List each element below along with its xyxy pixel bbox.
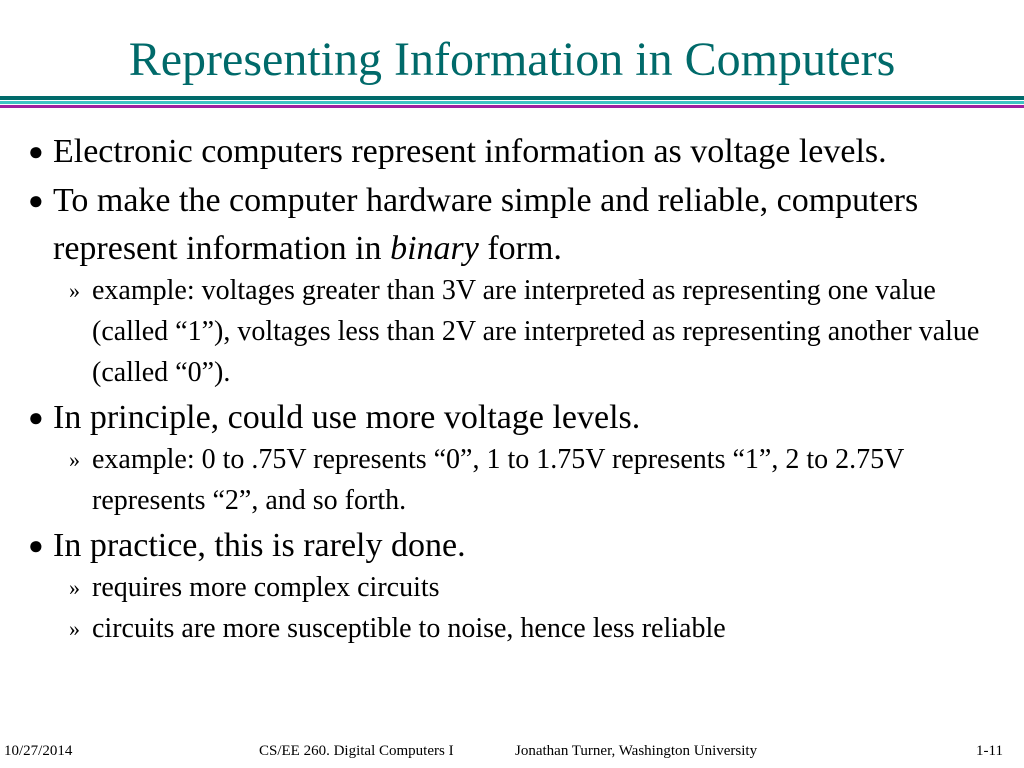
title-rule-teal <box>0 96 1024 100</box>
bullet-1 <box>28 128 1003 176</box>
sub-bullet-4-1 <box>69 567 1002 608</box>
footer-page-number: 1-11 <box>976 743 1003 759</box>
sub-bullet-4-2-text: circuits are more susceptible to noise, hence less reliable <box>92 613 726 644</box>
title-rule-cyan <box>0 101 1024 104</box>
bullet-3 <box>28 394 1003 442</box>
sub-bullet-chevron-icon: » <box>69 447 80 472</box>
sub-bullet-chevron-icon: » <box>69 616 80 641</box>
footer-course: CS/EE 260. Digital Computers I <box>259 743 454 759</box>
bullet-4-text: In practice, this is rarely done. <box>53 527 466 564</box>
sub-bullet-4-1-text: requires more complex circuits <box>92 572 440 603</box>
bullet-dot-icon: ● <box>28 186 44 215</box>
bullet-2 <box>28 177 1003 273</box>
sub-bullet-3-1-text: example: 0 to .75V represents “0”, 1 to 1.75V represents “1”, 2 to 2.75V represents “2”, and so forth. <box>92 444 904 516</box>
slide-title: Representing Information in Computers <box>128 33 896 86</box>
slide-body <box>0 128 1024 649</box>
sub-bullet-3-1 <box>69 439 1002 521</box>
bullet-1-text: Electronic computers represent information as voltage levels. <box>53 133 887 170</box>
bullet-dot-icon: ● <box>28 531 44 560</box>
footer-author: Jonathan Turner, Washington University <box>515 743 758 759</box>
sub-bullet-chevron-icon: » <box>69 575 80 600</box>
bullet-dot-icon: ● <box>28 137 44 166</box>
bullet-3-text: In principle, could use more voltage levels. <box>53 399 641 436</box>
bullet-dot-icon: ● <box>28 403 44 432</box>
sub-bullet-4-2 <box>69 608 1002 649</box>
bullet-2-emphasis: binary <box>390 230 479 267</box>
sub-bullet-2-1 <box>69 270 1002 393</box>
bullet-2-text-after: form. <box>478 230 562 267</box>
bullet-2-text-before: To make the computer hardware simple and reliable, computers represent information in <box>53 182 919 267</box>
sub-bullet-chevron-icon: » <box>69 278 80 303</box>
bullet-4 <box>28 522 1003 570</box>
sub-bullet-2-1-text: example: voltages greater than 3V are interpreted as representing one value (called “1”), voltages less than 2V are interpreted as representing another value (called “0”). <box>92 275 980 388</box>
footer-date: 10/27/2014 <box>4 743 73 759</box>
title-rule-magenta <box>0 105 1024 108</box>
